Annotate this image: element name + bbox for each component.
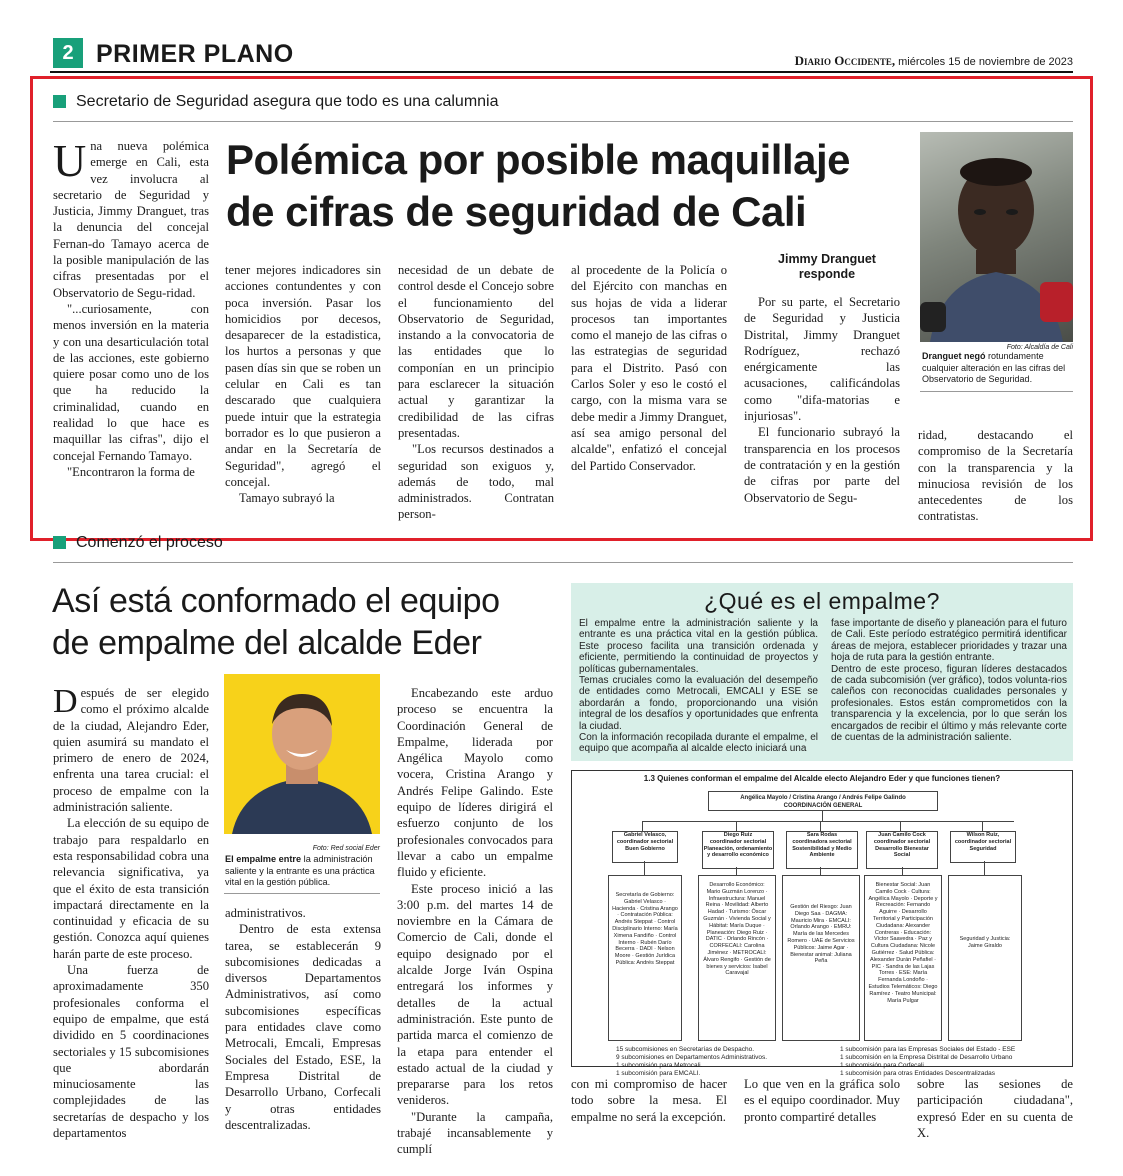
- coordinator-box: Juan Camilo Cock coordinador sectorial Desarrollo Bienestar Social: [866, 831, 938, 869]
- org-chart-footnotes-right: [840, 1046, 1068, 1078]
- article2-col2: [225, 905, 381, 1133]
- kicker-bullet-icon: [53, 95, 66, 108]
- eder-caption: [225, 854, 380, 889]
- footnote: 9 subcomisiones en Departamentos Administrativos.: [616, 1054, 768, 1061]
- article2-paragraph: Encabezando este arduo proceso se encuentra la Coordinación General de Empalme, liderada por Angélica Mayolo como vocera, Cristina Arango y Andrés Felipe Galindo. Este equipo de líderes dirigirá el esfuerzo conjunto de los profesionales convocados para llevar a cabo un empalme fluido y eficiente.: [397, 686, 553, 880]
- subcommission-list: Seguridad y Justicia: Jaime Giraldo: [948, 875, 1022, 1041]
- eder-photo-credit: Foto: Red social Eder: [312, 845, 380, 852]
- caption-text: la administración saliente y la entrante es una práctica vital en la gestión pública.: [225, 854, 375, 887]
- article1-col5: [744, 294, 900, 506]
- article1-col2: [225, 262, 381, 506]
- connector: [644, 861, 645, 875]
- connector: [982, 821, 983, 831]
- empalme-title: ¿Qué es el empalme?: [704, 588, 940, 614]
- caption-rule: [224, 893, 380, 894]
- connector: [820, 867, 821, 875]
- article1-col1: [53, 135, 209, 480]
- kicker-bullet-icon: [53, 536, 66, 549]
- article2-paragraph: "Durante la campaña, trabajé incansablemente y cumplí: [397, 1109, 553, 1157]
- coordinator-box: Gabriel Velasco, coordinador sectorial Buen Gobierno: [612, 831, 678, 863]
- article1-kicker: Secretario de Seguridad asegura que todo es una calumnia: [53, 92, 499, 112]
- footnote: 1 subcomisión para Corfecali: [840, 1062, 924, 1069]
- caption-text: rotundamente cualquier alteración en las cifras del Observatorio de Seguridad.: [922, 351, 1066, 384]
- footnote: 1 subcomisión para EMCALI.: [616, 1070, 701, 1077]
- coordinator-box: Diego Ruiz coordinador sectorial Planeación, ordenamiento y desarrollo económico: [702, 831, 774, 869]
- connector: [736, 821, 737, 831]
- empalme-col2: [831, 618, 1067, 743]
- connector: [642, 821, 1014, 822]
- article1-paragraph: al procedente de la Policía o del Ejército con manchas en sus hojas de vida a liderar procesos tan importantes como el manejo de las cifras o las estrategias de seguridad para el Distrito. Pasó con Carlos Soler y eso le costó el cargo, con la misma vara se debe medir a Jimmy Dranguet, así sea amigo personal del alcalde", enfatizó el concejal del Partido Conservador.: [571, 263, 727, 473]
- header-rule: [50, 71, 1073, 73]
- person-silhouette-icon: [224, 674, 380, 834]
- subcommission-list: Secretaría de Gobierno: Gabriel Velasco · Hacienda · Cristina Arango · Contratación Pública: Andrés Steppat · Control Disciplinario Interno: María Ximena Fandiño · Control Interno · Rubén Darío Becerra · DADI · Nelson Moore · Gestión Jurídica Pública: Andrés Steppat: [608, 875, 682, 1041]
- org-chart-footnotes-left: [616, 1046, 816, 1078]
- article2-kicker: Comenzó el proceso: [53, 533, 223, 553]
- empalme-paragraph: El empalme entre la administración saliente y la entrante es una práctica vital en la gestión pública. Este proceso facilita una transición ordenada y eficiente, permitiendo la continuidad de proyectos y políticas gubernamentales.: [579, 618, 818, 675]
- article2-paragraph: La elección de su equipo de trabajo para respaldarlo en esta responsabilidad cobra una relevancia significativa, ya que el éxito de esta transición impactará directamente en la continuidad y eficacia de su gestión. Conozca aquí quienes harán parte de este proceso.: [53, 816, 209, 961]
- headline-line1: Así está conformado el equipo: [52, 582, 500, 620]
- caption-bold: Dranguet negó: [922, 351, 986, 361]
- article2-col3: [397, 685, 553, 1158]
- connector: [822, 811, 823, 821]
- dranguet-photo-credit: Foto: Alcaldía de Cali: [1006, 344, 1073, 351]
- empalme-paragraph: fase importante de diseño y planeación para el futuro de Cali. Este período estratégico permitirá identificar áreas de mejora, establecer prioridades y trazar una hoja de ruta para la gestión entrante.: [831, 618, 1067, 664]
- coordinator-box: Wilson Ruiz, coordinador sectorial Seguridad: [950, 831, 1016, 863]
- article2-col1: [53, 685, 209, 1141]
- eder-photo: [224, 674, 380, 834]
- subcommission-list: Bienestar Social: Juan Camilo Cock · Cultura: Angélica Mayolo · Deporte y Recreación: Fernando Aguirre · Desarrollo Territorial y Participación Ciudadana: Alexander Contreras · Educación: Víctor Saavedra · Paz y Cultura Ciudadana: Nicole Gutiérrez · Salud Pública: Alexander Durán Peñafiel · PIC · Sandra de las Lajas Torres · ESE: María Fernanda Londoño · Estudios Telemáticos: Diego Ramírez · Teatro Municipal: María Pulgar: [864, 875, 942, 1041]
- subcommission-list: Gestión del Riesgo: Juan Diego Saa · DAGMA: Mauricio Mira · EMCALI: Orlando Arango · EMRU: María de las Mercedes Romero · UAE de Servicios Públicos: Jaime Agar · Bienestar animal: Juliana Peña: [782, 875, 860, 1041]
- connector: [642, 821, 643, 831]
- dropcap: U: [53, 135, 87, 186]
- article1-paragraph: El funcionario subrayó la transparencia en los procesos de contratación y en la gestión de cifras por parte del Observatorio de Segu-: [744, 425, 900, 505]
- article1-paragraph: "...curiosamente, con menos inversión en la materia y con una desarticulación total de las acciones, este gobierno quiere posar como uno de los que ha reducido la criminalidad, cuando en realidad lo que hace es maquillar las cifras", dijo el concejal Fernando Tamayo.: [53, 301, 209, 463]
- footnote: 1 subcomisión en la Empresa Distrital de Desarrollo Urbano: [840, 1054, 1013, 1061]
- subcommission-list: Desarrollo Económico: Mario Guzmán Lorenzo · Infraestructura: Manuel Reina · Movilidad: Alberto Hadad · Turismo: Óscar Guzmán · Vivienda Social y Hábitat: María Duque · Planeación: Diego Ruiz · DATIC · Orlando Rincón · CORFECALI: Carolina Jiménez · METROCALI: Álvaro Rengifo · Gestión de bienes y servicios: Isabel Caravajal: [698, 875, 776, 1041]
- footnote: 15 subcomisiones en Secretarías de Despacho.: [616, 1046, 755, 1053]
- page-number-badge: 2: [53, 38, 83, 68]
- article1-paragraph: na nueva polémica emerge en Cali, esta vez involucra al secretario de Seguridad y Justicia, Jimmy Dranguet, tras la denuncia del concejal Fernan-do Tamayo acerca de la posible manipulación de las cifras presentadas por el Observatorio de Segu-ridad.: [53, 139, 209, 300]
- article1-col4: [571, 262, 727, 474]
- article2-paragraph: Dentro de esta extensa tarea, se establecerán 9 subcomisiones dedicadas a diversos Departamentos Administrativos, así como subcomisiones específicas para entidades clave como Metrocali, Emcali, Empresas Sociales del Estado, ESE, la Empresa Distrital de Desarrollo Urbano, Corfecali y otras entidades descentralizadas.: [225, 922, 381, 1132]
- article2-paragraph: con mi compromiso de hacer todo sobre la mesa. El empalme no será la excepción.: [571, 1077, 727, 1124]
- article2-paragraph: Una fuerza de aproximadamente 350 profesionales conforma el equipo de empalme, que está dividido en 5 coordinaciones sectoriales y 15 subcomisiones que abordarán minuciosamente las complejidades de las secretarías de despacho y los departamentos: [53, 963, 209, 1141]
- article2-col6: [917, 1076, 1073, 1141]
- footnote: 1 subcomisión para Metrocali.: [616, 1062, 703, 1069]
- article1-headline: [226, 134, 926, 238]
- section-title: PRIMER PLANO: [96, 40, 294, 68]
- article1-col6: [918, 427, 1073, 525]
- article1-paragraph: "Encontraron la forma de: [67, 464, 195, 479]
- empalme-paragraph: Con la información recopilada durante el empalme, el equipo que acompaña al alcalde electo iniciará una: [579, 732, 818, 755]
- article2-col4: [571, 1076, 727, 1125]
- caption-rule: [920, 391, 1073, 392]
- connector: [900, 821, 901, 831]
- headline-line2: de empalme del alcalde Eder: [52, 624, 482, 662]
- kicker-rule: [53, 562, 1073, 563]
- connector: [736, 867, 737, 875]
- article2-paragraph: sobre las sesiones de participación ciudadana", expresó Eder en su cuenta de X.: [917, 1077, 1073, 1140]
- newspaper-name: Diario Occidente,: [794, 53, 896, 68]
- article2-paragraph: Este proceso inició a las 3:00 p.m. del martes 14 de noviembre en la Cámara de Comercio de Cali, donde el equipo designado por el alcalde Jorge Iván Ospina entregará los informes y detalles de la actual administración. Este punto de partida marca el comienzo de la etapa para entender el estado actual de la ciudad y prepararse para los retos venideros.: [397, 881, 553, 1108]
- org-chart-title: 1.3 Quienes conforman el empalme del Alcalde electo Alejandro Eder y que funciones tienen?: [643, 774, 1001, 783]
- headline-line2: de cifras de seguridad de Cali: [226, 188, 807, 235]
- dropcap: D: [53, 683, 78, 720]
- footnote: 1 subcomisión para las Empresas Sociales del Estado - ESE: [840, 1046, 1016, 1053]
- connector: [984, 861, 985, 875]
- dranguet-caption: [922, 351, 1073, 386]
- article2-paragraph: espués de ser elegido como el próximo alcalde de la ciudad, Alejandro Eder, quien asumirá su mandato el primero de enero de 2024, enfrenta una tarea crucial: el proceso de empalme con la administración saliente.: [53, 686, 209, 815]
- connector: [820, 821, 821, 831]
- org-chart: [571, 770, 1073, 1077]
- footnote: 1 subcomisión para otras Entidades Descentralizadas: [840, 1070, 996, 1077]
- article1-paragraph: Tamayo subrayó la: [239, 491, 335, 506]
- article1-paragraph: "Los recursos destinados a seguridad son exiguos y, además de todo, mal administrados. Contratan person-: [398, 442, 554, 522]
- dranguet-photo: [920, 132, 1073, 342]
- article1-paragraph: necesidad de un debate de control desde el Concejo sobre el funcionamiento del Observatorio de Seguridad, instando a la convocatoria de las entidades que lo componían en un principio para esclarecer la situación actual y garantizar la credibilidad de las cifras presentadas.: [398, 263, 554, 440]
- article1-col3: [398, 262, 554, 523]
- masthead-date-line: [795, 54, 1073, 69]
- caption-bold: El empalme entre: [225, 854, 302, 864]
- headline-line1: Polémica por posible maquillaje: [226, 136, 851, 183]
- connector: [902, 867, 903, 875]
- article1-paragraph: tener mejores indicadores sin acciones contundentes y con poca inversión. Pasar los homicidios por decesos, desaparecer de la estadistica, los hurtos a personas y que pasen días sin que se roben un celular en Cali es tan descarado que cualquiera puede intuir que la estrategia borrador es lo que pusieron a andar en la Secretaría de Seguridad", agregó el concejal.: [225, 263, 381, 489]
- coordination-general-box: Angélica Mayolo / Cristina Arango / Andrés Felipe Galindo COORDINACIÓN GENERAL: [708, 791, 938, 811]
- article2-col5: [744, 1076, 900, 1125]
- coordinator-box: Sara Rodas coordinadora sectorial Sostenibilidad y Medio Ambiente: [786, 831, 858, 869]
- article2-paragraph: Lo que ven en la gráfica solo es el equipo coordinador. Muy pronto compartiré detalles: [744, 1077, 900, 1124]
- article1-paragraph: ridad, destacando el compromiso de la Secretaría con la transparencia y la minuciosa revisión de los antecedentes de los contratistas.: [918, 428, 1073, 524]
- empalme-paragraph: Dentro de este proceso, figuran líderes destacados de cada subcomisión (ver gráfico), todos volunta-rios caleños con reconocidas cualidades personales y profesionales. Estos están comprometidos con la transparencia y la excelencia, por lo que serán los encargados de recibir el último y más relevante corte de cuentas de la administración saliente.: [831, 663, 1067, 744]
- empalme-paragraph: Temas cruciales como la evaluación del desempeño de entidades como Metrocali, EMCALI y ESE se abordarán a fondo, proporcionando una visión integral de los desafíos y oportunidades que enfrenta la ciudad.: [579, 675, 818, 732]
- kicker-rule: [53, 121, 1073, 122]
- article2-headline: [52, 580, 562, 664]
- article1-subhead: Jimmy Dranguet responde: [778, 252, 876, 281]
- article2-paragraph: administrativos.: [225, 906, 306, 920]
- article1-paragraph: Por su parte, el Secretario de Seguridad y Justicia Distrital, Jimmy Dranguet Rodríguez, rechazó enérgicamente las acusaciones, calificándolas como "difa-matorias e injuriosas".: [744, 295, 900, 424]
- person-silhouette-icon: [920, 132, 1073, 342]
- issue-date: miércoles 15 de noviembre de 2023: [898, 56, 1073, 68]
- empalme-col1: [579, 618, 818, 755]
